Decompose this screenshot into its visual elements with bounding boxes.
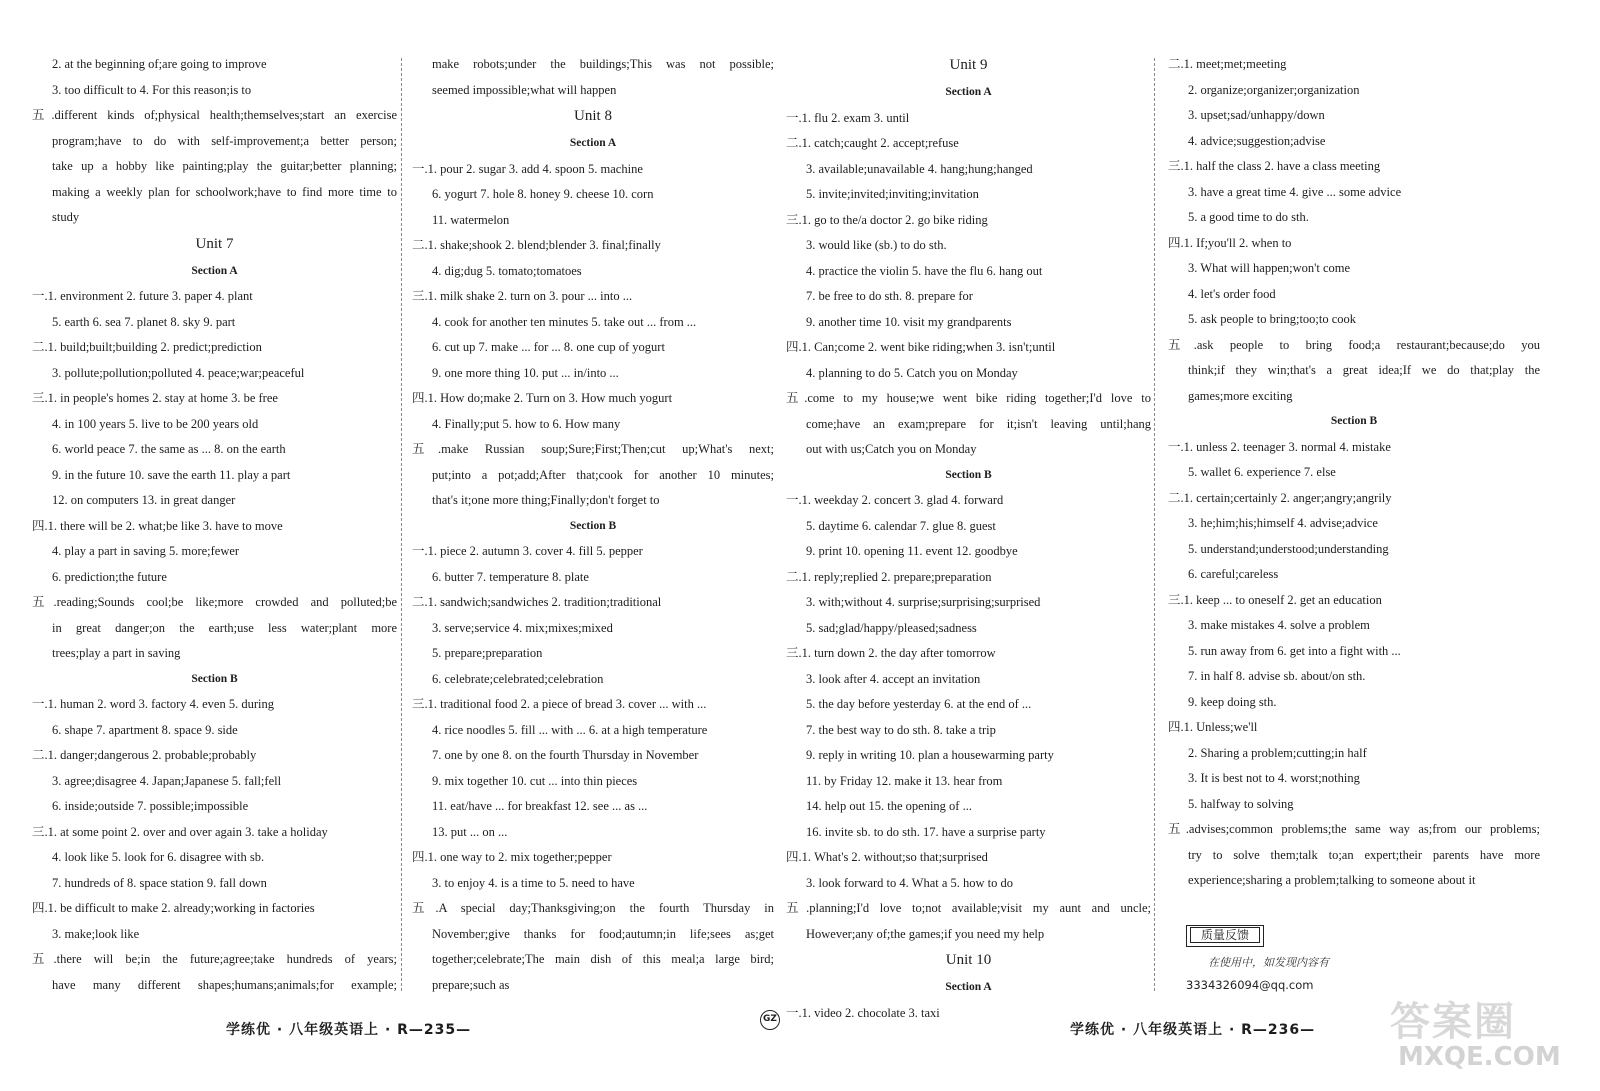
- answer-line: 五.ask people to bring food;a restaurant;because;do you: [1168, 337, 1540, 352]
- answer-line: 一.1. human 2. word 3. factory 4. even 5. during: [32, 697, 274, 711]
- answer-line: 3. to enjoy 4. is a time to 5. need to have: [432, 875, 635, 890]
- answer-line: 3. available;unavailable 4. hang;hung;hanged: [806, 161, 1033, 176]
- answer-line: 四.1. If;you'll 2. when to: [1168, 235, 1292, 250]
- answer-line: 一.1. weekday 2. concert 3. glad 4. forward: [786, 493, 1004, 507]
- answer-line: 16. invite sb. to do sth. 17. have a surprise party: [806, 824, 1046, 839]
- answer-line: 3. agree;disagree 4. Japan;Japanese 5. fall;fell: [52, 773, 282, 788]
- answer-line: 四.1. there will be 2. what;be like 3. have to move: [32, 518, 283, 533]
- answer-line: 四.1. Can;come 2. went bike riding;when 3. isn't;until: [786, 340, 1056, 354]
- answer-line: 11. by Friday 12. make it 13. hear from: [806, 773, 1003, 788]
- answer-line: take up a hobby like painting;play the guitar;better planning;: [52, 159, 397, 173]
- answer-line: that's it;one more thing;Finally;don't forget to: [432, 493, 660, 507]
- answer-line: prepare;such as: [432, 977, 510, 992]
- answer-line: 4. practice the violin 5. have the flu 6. hang out: [806, 263, 1043, 278]
- answer-line: 9. another time 10. visit my grandparents: [806, 314, 1012, 329]
- answer-line: 6. cut up 7. make ... for ... 8. one cup of yogurt: [432, 340, 665, 354]
- answer-line: 6. careful;careless: [1188, 567, 1279, 581]
- answer-line: 二.1. sandwich;sandwiches 2. tradition;traditional: [412, 595, 662, 609]
- answer-line: 5. earth 6. sea 7. planet 8. sky 9. part: [52, 314, 236, 329]
- answer-line: 3. pollute;pollution;polluted 4. peace;war;peaceful: [52, 365, 305, 380]
- answer-line: put;into a pot;add;After that;cook for another 10 minutes;: [432, 467, 774, 482]
- answer-line: experience;sharing a problem;talking to someone about it: [1188, 873, 1476, 887]
- answer-line: 二.1. shake;shook 2. blend;blender 3. final;finally: [412, 238, 661, 252]
- answer-line: 五.different kinds of;physical health;themselves;start an exercise: [32, 108, 397, 122]
- answer-line: 12. on computers 13. in great danger: [52, 493, 236, 507]
- answer-line: 14. help out 15. the opening of ...: [806, 799, 972, 813]
- answer-line: 一.1. flu 2. exam 3. until: [786, 110, 910, 125]
- answer-line: 一.1. environment 2. future 3. paper 4. plant: [32, 289, 253, 303]
- answer-line: 11. watermelon: [432, 212, 510, 227]
- answer-line: 4. play a part in saving 5. more;fewer: [52, 544, 240, 558]
- section-heading: Section A: [191, 264, 238, 277]
- answer-line: 3. have a great time 4. give ... some advice: [1188, 184, 1402, 199]
- answer-line: 5. the day before yesterday 6. at the end of ...: [806, 697, 1032, 711]
- answer-line: 3. he;him;his;himself 4. advise;advice: [1188, 516, 1378, 530]
- answer-line: 5. daytime 6. calendar 7. glue 8. guest: [806, 518, 996, 533]
- answer-line: 5. a good time to do sth.: [1188, 210, 1309, 224]
- answer-line: 4. in 100 years 5. live to be 200 years old: [52, 416, 259, 431]
- answer-line: 三.1. milk shake 2. turn on 3. pour ... into ...: [412, 289, 633, 303]
- answer-line: 5. invite;invited;inviting;invitation: [806, 187, 979, 201]
- answer-line: 6. inside;outside 7. possible;impossible: [52, 799, 249, 813]
- answer-line: 三.1. in people's homes 2. stay at home 3. be free: [32, 391, 278, 405]
- answer-line: 五.planning;I'd love to;not available;visit my aunt and uncle;: [786, 901, 1151, 915]
- feedback-label: 质量反馈: [1189, 926, 1261, 944]
- page-footer-right: 学练优 · 八年级英语上 · R—236—: [1070, 1022, 1316, 1038]
- answer-line: 二.1. certain;certainly 2. anger;angry;angrily: [1168, 490, 1392, 505]
- answer-line: 5. halfway to solving: [1188, 796, 1294, 811]
- answer-line: 五.come to my house;we went bike riding together;I'd love to: [786, 391, 1151, 405]
- watermark-text: 答案圈: [1390, 999, 1516, 1045]
- answer-line: 6. world peace 7. the same as ... 8. on the earth: [52, 442, 286, 456]
- answer-line: 二.1. build;built;building 2. predict;prediction: [32, 340, 262, 354]
- answer-line: 3. make;look like: [52, 926, 140, 941]
- answer-line: try to solve them;talk to;an expert;their parents have more: [1188, 847, 1540, 862]
- answer-line: 4. cook for another ten minutes 5. take out ... from ...: [432, 314, 697, 329]
- answer-line: 7. hundreds of 8. space station 9. fall down: [52, 875, 267, 890]
- answer-line: seemed impossible;what will happen: [432, 82, 617, 97]
- column-1: [32, 52, 397, 998]
- answer-line: 4. dig;dug 5. tomato;tomatoes: [432, 263, 582, 278]
- answer-line: 一.1. video 2. chocolate 3. taxi: [786, 1005, 940, 1020]
- answer-line: 5. run away from 6. get into a fight with ...: [1188, 643, 1401, 658]
- section-heading: Section B: [945, 468, 992, 481]
- answer-line: 3. look forward to 4. What a 5. how to do: [806, 875, 1014, 890]
- answer-line: 3. upset;sad/unhappy/down: [1188, 108, 1325, 122]
- answer-line: 五.there will be;in the future;agree;take hundreds of years;: [32, 952, 397, 966]
- answer-line: 三.1. go to the/a doctor 2. go bike riding: [786, 212, 988, 227]
- answer-line: 5. ask people to bring;too;to cook: [1188, 312, 1357, 326]
- unit-heading: Unit 9: [949, 57, 988, 73]
- answer-line: 4. advice;suggestion;advise: [1188, 133, 1326, 148]
- answer-line: in great danger;on the earth;use less water;plant more: [52, 620, 397, 635]
- answer-line: 四.1. How do;make 2. Turn on 3. How much yogurt: [412, 391, 673, 405]
- answer-line: 二.1. reply;replied 2. prepare;preparation: [786, 569, 992, 584]
- answer-line: November;give thanks for food;autumn;in life;sees as;get: [432, 926, 774, 941]
- section-heading: Section A: [945, 86, 992, 98]
- answer-line: 7. be free to do sth. 8. prepare for: [806, 289, 973, 303]
- answer-line: together;celebrate;The main dish of this meal;a large bird;: [432, 952, 774, 966]
- answer-line: However;any of;the games;if you need my help: [806, 926, 1045, 941]
- page-footer-left: 学练优 · 八年级英语上 · R—235—: [226, 1022, 472, 1038]
- answer-line: 四.1. Unless;we'll: [1168, 720, 1258, 734]
- answer-line: program;have to do with self-improvement;a better person;: [52, 133, 397, 148]
- section-heading: Section B: [1330, 415, 1378, 427]
- answer-line: think;if they win;that's a great idea;If we do that;play the: [1188, 363, 1540, 377]
- answer-line: 四.1. one way to 2. mix together;pepper: [412, 850, 612, 864]
- watermark-url: MXQE.COM: [1398, 1042, 1561, 1072]
- unit-heading: Unit 7: [195, 235, 234, 252]
- answer-line: 一.1. unless 2. teenager 3. normal 4. mistake: [1168, 439, 1391, 454]
- answer-line: 五.reading;Sounds cool;be like;more crowded and polluted;be: [32, 595, 397, 609]
- answer-line: 2. Sharing a problem;cutting;in half: [1188, 745, 1367, 760]
- section-heading: Section B: [191, 672, 238, 685]
- answer-line: 2. at the beginning of;are going to improve: [52, 57, 267, 71]
- answer-line: 7. in half 8. advise sb. about/on sth.: [1188, 669, 1366, 683]
- answer-line: 13. put ... on ...: [432, 824, 508, 839]
- answer-line: 三.1. traditional food 2. a piece of bread 3. cover ... with ...: [412, 697, 707, 711]
- answer-line: 11. eat/have ... for breakfast 12. see ... as ...: [432, 799, 648, 813]
- answer-line: 三.1. at some point 2. over and over again 3. take a holiday: [32, 824, 328, 839]
- answer-line: 7. the best way to do sth. 8. take a trip: [806, 722, 996, 737]
- answer-line: 二.1. meet;met;meeting: [1168, 57, 1287, 71]
- answer-line: out with us;Catch you on Monday: [806, 442, 977, 456]
- answer-line: 5. prepare;preparation: [432, 646, 543, 660]
- gz-logo-icon: GZ: [760, 1010, 780, 1030]
- answer-line: trees;play a part in saving: [52, 646, 181, 660]
- answer-line: 三.1. half the class 2. have a class meeting: [1168, 159, 1381, 173]
- answer-line: 三.1. turn down 2. the day after tomorrow: [786, 646, 996, 660]
- answer-line: 3. with;without 4. surprise;surprising;surprised: [806, 595, 1041, 609]
- answer-line: 四.1. be difficult to make 2. already;working in factories: [32, 901, 315, 915]
- answer-line: 5. wallet 6. experience 7. else: [1188, 465, 1336, 479]
- column-3: [786, 52, 1151, 1026]
- answer-line: 6. celebrate;celebrated;celebration: [432, 671, 604, 686]
- answer-line: 五.advises;common problems;the same way as;from our problems;: [1168, 822, 1540, 836]
- answer-line: come;have an exam;prepare for it;isn't leaving until;hang: [806, 416, 1151, 431]
- answer-line: 4. rice noodles 5. fill ... with ... 6. at a high temperature: [432, 722, 708, 737]
- answer-line: 9. in the future 10. save the earth 11. play a part: [52, 467, 291, 482]
- section-heading: Section B: [569, 519, 617, 532]
- section-heading: Section A: [569, 137, 617, 149]
- unit-heading: Unit 10: [945, 952, 992, 968]
- answer-line: 3. too difficult to 4. For this reason;is to: [52, 82, 252, 97]
- answer-line: 4. look like 5. look for 6. disagree with sb.: [52, 850, 265, 864]
- feedback-email[interactable]: 3334326094@qq.com: [1186, 978, 1314, 992]
- answer-line: have many different shapes;humans;animals;for example;: [52, 977, 397, 992]
- answer-line: study: [52, 210, 80, 224]
- column-4: [1168, 52, 1540, 894]
- answer-line: 3. make mistakes 4. solve a problem: [1188, 618, 1370, 632]
- answer-line: 3. serve;service 4. mix;mixes;mixed: [432, 620, 613, 635]
- answer-line: 7. one by one 8. on the fourth Thursday in November: [432, 748, 699, 762]
- answer-line: 2. organize;organizer;organization: [1188, 82, 1360, 97]
- answer-line: 6. yogurt 7. hole 8. honey 9. cheese 10. corn: [432, 187, 654, 201]
- answer-line: games;more exciting: [1188, 388, 1293, 403]
- answer-line: 3. It is best not to 4. worst;nothing: [1188, 771, 1360, 785]
- answer-line: 一.1. pour 2. sugar 3. add 4. spoon 5. machine: [412, 161, 643, 176]
- answer-line: 9. keep doing sth.: [1188, 694, 1277, 709]
- feedback-box: [1186, 925, 1264, 947]
- answer-line: 五.A special day;Thanksgiving;on the fourth Thursday in: [412, 901, 774, 915]
- answer-line: making a weekly plan for schoolwork;have to find more time to: [52, 184, 397, 199]
- answer-line: 6. prediction;the future: [52, 569, 167, 584]
- answer-line: 四.1. What's 2. without;so that;surprised: [786, 850, 988, 864]
- answer-line: 6. butter 7. temperature 8. plate: [432, 569, 589, 584]
- column-divider: [401, 58, 402, 991]
- answer-line: 9. one more thing 10. put ... in/into ...: [432, 365, 619, 380]
- answer-line: 五.make Russian soup;Sure;First;Then;cut up;What's next;: [412, 442, 774, 456]
- answer-line: 一.1. piece 2. autumn 3. cover 4. fill 5. pepper: [412, 544, 643, 558]
- answer-line: 6. shape 7. apartment 8. space 9. side: [52, 722, 238, 737]
- answer-line: 5. sad;glad/happy/pleased;sadness: [806, 620, 977, 635]
- answer-line: make robots;under the buildings;This was not possible;: [432, 57, 774, 71]
- answer-line: 三.1. keep ... to oneself 2. get an education: [1168, 592, 1382, 607]
- answer-line: 3. look after 4. accept an invitation: [806, 671, 981, 686]
- feedback-usage-text: 在使用中，如发现内容有: [1208, 957, 1329, 969]
- answer-line: 5. understand;understood;understanding: [1188, 541, 1389, 556]
- unit-heading: Unit 8: [574, 108, 612, 124]
- section-heading: Section A: [945, 981, 992, 993]
- answer-line: 4. let's order food: [1188, 286, 1276, 301]
- answer-line: 二.1. catch;caught 2. accept;refuse: [786, 136, 959, 150]
- column-divider: [1154, 58, 1155, 991]
- watermark-logo: [1390, 990, 1590, 1080]
- answer-line: 3. would like (sb.) to do sth.: [806, 238, 947, 252]
- answer-line: 二.1. danger;dangerous 2. probable;probably: [32, 748, 257, 762]
- answer-line: 3. What will happen;won't come: [1188, 261, 1351, 275]
- answer-line: 9. mix together 10. cut ... into thin pieces: [432, 773, 638, 788]
- answer-line: 9. reply in writing 10. plan a housewarming party: [806, 748, 1054, 762]
- answer-line: 4. planning to do 5. Catch you on Monday: [806, 365, 1018, 380]
- answer-line: 4. Finally;put 5. how to 6. How many: [432, 416, 621, 431]
- answer-line: 9. print 10. opening 11. event 12. goodbye: [806, 544, 1018, 558]
- column-2: [412, 52, 774, 998]
